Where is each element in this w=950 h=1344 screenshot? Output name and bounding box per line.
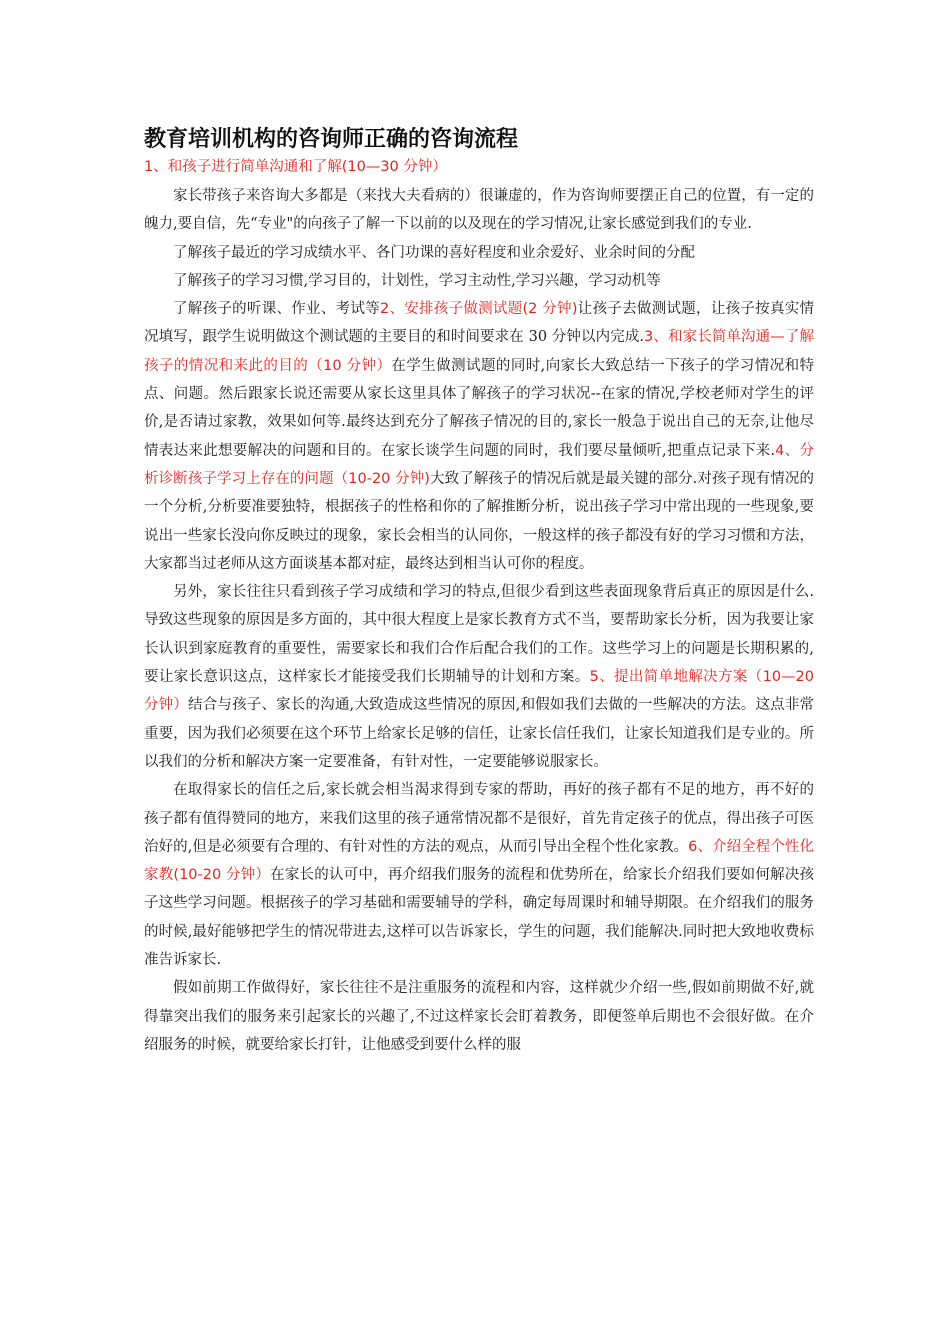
document-page (144, 124, 814, 1059)
document-title: 教育培训机构的咨询师正确的咨询流程 (144, 127, 519, 152)
section-heading-2: 2、安排孩子做测试题(2 分钟) (379, 301, 578, 318)
paragraph-5 (144, 578, 814, 776)
paragraph-4-text-c: 在学生做测试题的同时,向家长大致总结一下孩子的学习情况和特点、问题。然后跟家长说还需要从家长这里具体了解孩子的学习状况--在家的情况,学校老师对学生的评价,是否请过家教，效果如何等.最终达到充分了解孩子情况的目的,家长一般急于说出自己的无奈,让他尽情表达来此想要解决的问题和目的。在家长谈学生问题的同时，我们要尽量倾听,把重点记录下来. (144, 357, 814, 459)
paragraph-3: 了解孩子的学习习惯,学习目的，计划性，学习主动性,学习兴趣，学习动机等 (173, 272, 661, 289)
section-heading-1: 1、和孩子进行简单沟通和了解(10—30 分钟） (144, 159, 447, 175)
paragraph-2: 了解孩子最近的学习成绩水平、各门功课的喜好程度和业余爱好、业余时间的分配 (173, 244, 695, 261)
paragraph-6-text-b: 在家长的认可中，再介绍我们服务的流程和优势所在，给家长介绍我们要如何解决孩子这些学习问题。根据孩子的学习基础和需要辅导的学科，确定每周课时和辅导期限。在介绍我们的服务的时候,最好能够把学生的情况带进去,这样可以告诉家长，学生的问题，我们能解决.同时把大致地收费标准告诉家长. (144, 867, 815, 969)
paragraph-6 (144, 776, 814, 974)
paragraph-7: 假如前期工作做得好，家长往往不是注重服务的流程和内容，这样就少介绍一些,假如前期做不好,就得靠突出我们的服务来引起家长的兴趣了,不过这样家长会盯着教务，即便签单后期也不会很好做。在介绍服务的时候，就要给家长打针，让他感受到要什么样的服 (144, 980, 814, 1053)
paragraph-5-text-a: 另外，家长往往只看到孩子学习成绩和学习的特点,但很少看到这些表面现象背后真正的原因是什么.导致这些现象的原因是多方面的，其中很大程度上是家长教育方式不当，要帮助家长分析，因为我要让家长认识到家庭教育的重要性，需要家长和我们合作后配合我们的工作。这些学习上的问题是长期积累的,要让家长意识这点，这样家长才能接受我们长期辅导的计划和方案。 (144, 584, 814, 686)
paragraph-4-text-a: 了解孩子的听课、作业、考试等 (173, 301, 380, 318)
paragraph-4-text-b: 让孩子去做测试题，让孩子按真实情况填写，跟学生说明做这个测试题的主要目的和时间要求在 30 分钟以内完成. (144, 301, 815, 346)
section-heading-4: 4、分析诊断孩子学习上存在的问题（10-20 分钟) (144, 442, 814, 487)
section-heading-5: 5、提出简单地解决方案（10—20 分钟） (144, 669, 814, 714)
paragraph-6-text-a: 在取得家长的信任之后,家长就会相当渴求得到专家的帮助，再好的孩子都有不足的地方，再不好的孩子都有值得赞同的地方，来我们这里的孩子通常情况都不是很好，首先肯定孩子的优点，得出孩子可医治好的,但是必须要有合理的、有针对性的方法的观点，从而引导出全程个性化家教。 (144, 782, 814, 855)
section-heading-6: 6、介绍全程个性化家教(10-20 分钟） (144, 838, 815, 884)
paragraph-5-text-b: 结合与孩子、家长的沟通,大致造成这些情况的原因,和假如我们去做的一些解决的方法。这点非常重要，因为我们必须要在这个环节上给家长足够的信任，让家长信任我们，让家长知道我们是专业的。所以我们的分析和解决方案一定要准备，有针对性，一定要能够说服家长。 (144, 697, 815, 770)
section-heading-3: 3、和家长简单沟通—了解孩子的情况和来此的目的（10 分钟） (144, 329, 814, 374)
paragraph-4 (144, 295, 814, 578)
paragraph-1: 家长带孩子来咨询大多都是（来找大夫看病的）很谦虚的，作为咨询师要摆正自己的位置，有一定的魄力,要自信，先“专业"的向孩子了解一下以前的以及现在的学习情况,让家长感觉到我们的专业. (144, 188, 814, 233)
paragraph-4-text-d: 大致了解孩子的情况后就是最关键的部分.对孩子现有情况的一个分析,分析要准要独特，根据孩子的性格和你的了解推断分析，说出孩子学习中常出现的一些现象,要说出一些家长没向你反映过的现象，家长会相当的认同你，一般这样的孩子都没有好的学习习惯和方法，大家都当过老师从这方面谈基本都对症，最终达到相当认可你的程度。 (144, 470, 814, 572)
